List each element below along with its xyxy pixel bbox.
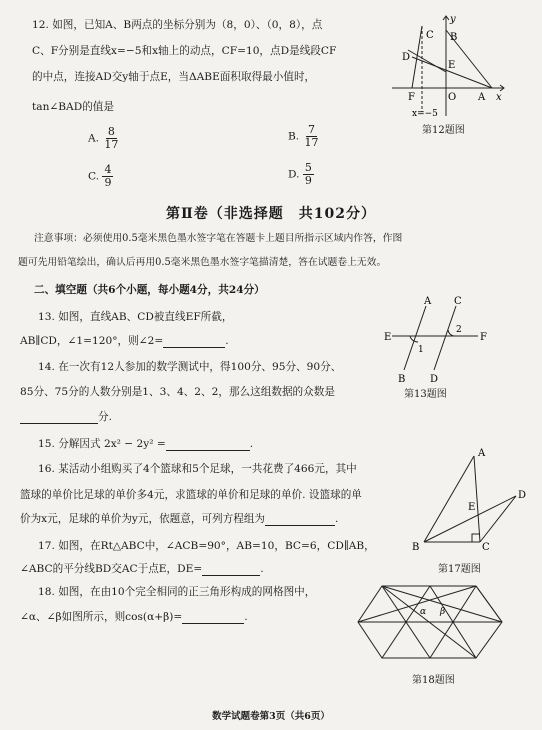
q18-answer-blank	[182, 623, 244, 624]
label-b: B	[412, 542, 420, 553]
q17-fig-caption: 第17题图	[438, 564, 481, 575]
q15-line: 15. 分解因式 2x² − 2y² = .	[38, 438, 254, 450]
label-c: C	[482, 542, 490, 553]
label-f: F	[480, 332, 487, 343]
right-angle-mark	[472, 534, 480, 542]
angle-1-arc	[410, 336, 418, 342]
q12-fig-caption: 第12题图	[422, 125, 465, 136]
label-d: D	[518, 490, 527, 501]
part2-title: 二、填空题（共6个小题，每小题4分，共24分）	[34, 284, 265, 296]
q14-line3: 分.	[20, 410, 112, 424]
label-y: y	[450, 14, 456, 25]
q15-answer-blank	[166, 450, 250, 451]
label-f: F	[408, 92, 415, 103]
label-x: x	[496, 92, 502, 103]
figure-q17	[408, 446, 532, 556]
label-e: E	[468, 502, 476, 513]
q17-line1: 17. 如图，在Rt△ABC中，∠ACB=90°，AB=10，BC=6，CD∥AB，	[38, 540, 375, 552]
label-d: D	[402, 52, 411, 63]
figure-q18	[352, 582, 516, 666]
q12-option-d: D. $\frac{5}{9}$	[288, 161, 312, 187]
q12-line2: C、F分别是直线x=−5和x轴上的动点，CF=10，点D是线段CF	[32, 45, 337, 57]
label-d: D	[430, 374, 439, 385]
label-alpha: α	[420, 607, 427, 617]
q12-line1: 12. 如图，已知A、B两点的坐标分别为（8，0）、（0，8），点	[32, 19, 323, 31]
label-b: B	[450, 32, 458, 43]
label-e: E	[448, 60, 456, 71]
label-b: B	[398, 374, 406, 385]
q17-line2: ∠ABC的平分线BD交AC于点E，DE= .	[20, 563, 264, 575]
q16-line3: 价为x元，足球的单价为y元，依题意，可列方程组为 .	[20, 513, 339, 525]
label-beta: β	[440, 607, 446, 617]
q13-answer-blank	[163, 347, 225, 348]
figure-q12	[388, 12, 508, 120]
label-c: C	[426, 30, 434, 41]
q18-fig-caption: 第18题图	[412, 675, 455, 686]
q14-line1: 14. 在一次有12人参加的数学测试中，得100分、95分、90分、	[38, 361, 342, 373]
q16-line1: 16. 某活动小组购买了4个篮球和5个足球，一共花费了466元，其中	[38, 463, 357, 475]
label-1: 1	[418, 345, 424, 355]
label-e: E	[384, 332, 392, 343]
section-note-2: 题可先用铅笔绘出，确认后再用0.5毫米黑色墨水签字笔描清楚，答在试题卷上无效。	[18, 257, 387, 268]
diagonal-2	[358, 586, 476, 622]
q13-fig-caption: 第13题图	[404, 389, 447, 400]
q16-answer-blank	[265, 525, 335, 526]
q18-line2: ∠α、∠β如图所示，则cos(α+β)= .	[20, 611, 248, 623]
q13-line1: 13. 如图，直线AB、CD被直线EF所截，	[38, 311, 233, 323]
section-note-1: 注意事项：必须使用0.5毫米黑色墨水签字笔在答题卡上题目所指示区域内作答，作图	[34, 233, 403, 244]
q14-line2: 85分、75分的人数分别是1、3、4、2、2，那么这组数据的众数是	[20, 386, 335, 398]
section-title: 第Ⅱ卷（非选择题 共102分）	[165, 206, 377, 222]
page-footer: 数学试题卷第3页（共6页）	[212, 711, 330, 722]
q12-line3: 的中点，连接AD交y轴于点E，当ΔABE面积取得最小值时，	[32, 71, 316, 83]
segment-de	[408, 50, 446, 72]
label-2: 2	[456, 325, 462, 335]
label-a: A	[478, 92, 486, 103]
segment-cd	[480, 496, 516, 542]
side-ac	[474, 456, 480, 542]
q16-line2: 篮球的单价比足球的单价多4元，求篮球的单价和足球的单价. 设篮球的单	[20, 489, 362, 501]
label-c: C	[454, 296, 462, 307]
label-x-neg5: x=−5	[412, 109, 438, 119]
q17-answer-blank	[202, 575, 260, 576]
angle-2-arc	[448, 330, 454, 336]
q12-option-a: A. $\frac{8}{17}$	[88, 125, 119, 151]
figure-q13	[382, 296, 494, 388]
q18-line1: 18. 如图，在由10个完全相同的正三角形构成的网格图中，	[38, 586, 316, 598]
q12-option-b: B. $\frac{7}{17}$	[288, 123, 319, 149]
line-ab	[404, 306, 426, 370]
line-cd	[434, 306, 456, 370]
label-a: A	[478, 448, 486, 459]
q12-line4: tan∠BAD的值是	[32, 101, 114, 113]
label-o: O	[448, 92, 457, 103]
q13-line2: AB∥CD，∠1=120°，则∠2= .	[20, 335, 229, 347]
label-a: A	[424, 296, 432, 307]
q14-answer-blank	[20, 423, 98, 424]
q12-option-c: C. $\frac{4}{9}$	[88, 163, 112, 189]
